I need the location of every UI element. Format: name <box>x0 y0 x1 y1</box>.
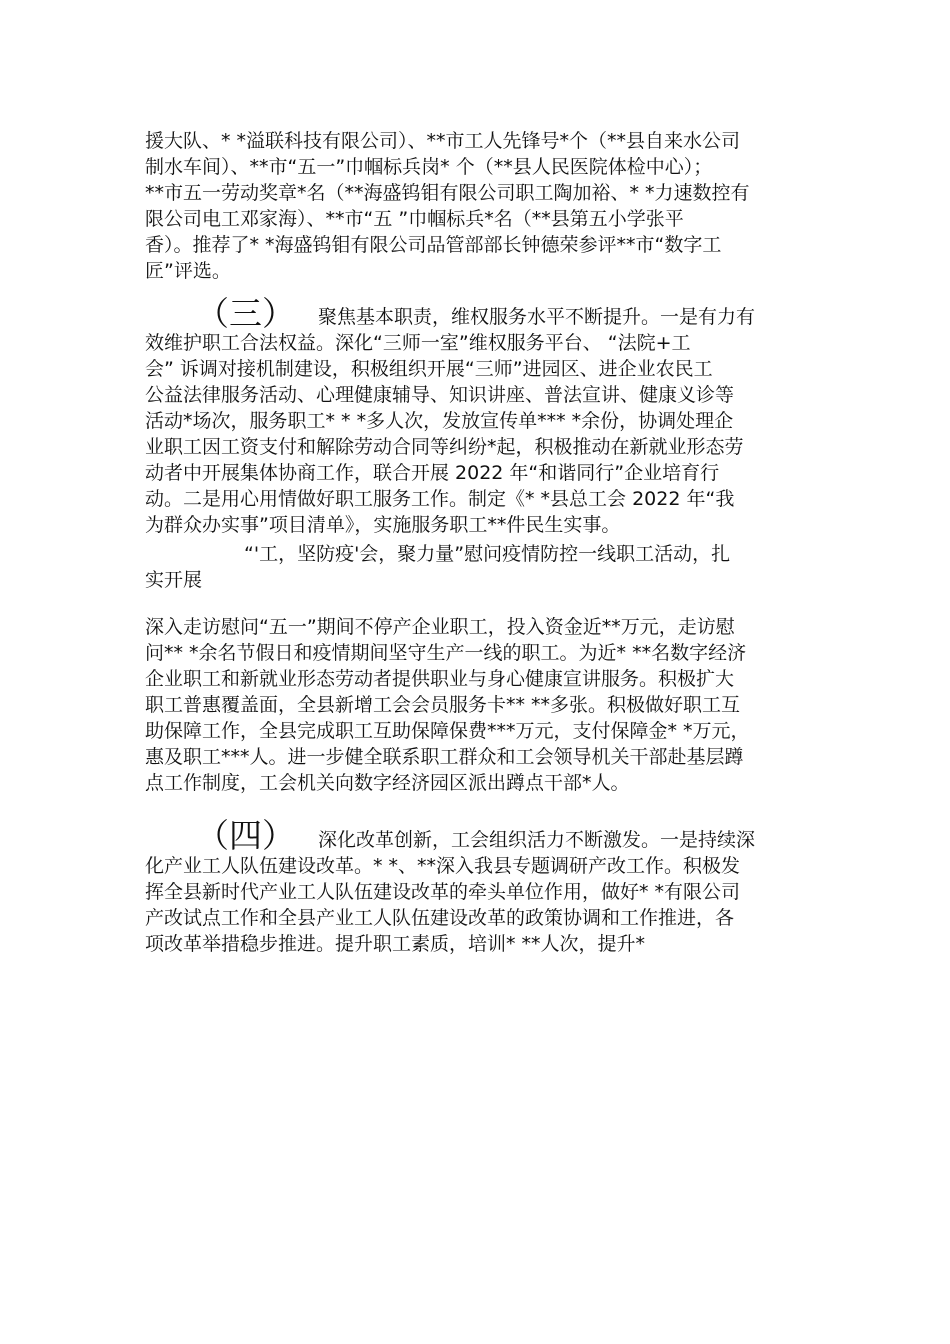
paragraph-line: 匠”评选。 <box>145 260 231 282</box>
paragraph-line: 助保障工作，全县完成职工互助保障保费***万元，支付保障金* *万元， <box>145 720 750 742</box>
paragraph-line: 实开展 <box>145 569 203 591</box>
paragraph-line: 公益法律服务活动、心理健康辅导、知识讲座、普法宣讲、健康义诊等 <box>145 384 735 406</box>
section-3-numeral: （三） <box>196 294 295 333</box>
paragraph-line: **市五一劳动奖章*名（**海盛钨钼有限公司职工陶加裕、* *力速数控有 <box>145 182 750 204</box>
section-4-numeral: （四） <box>196 816 295 855</box>
paragraph-line: 限公司电工邓家海）、**市“五 ”巾帼标兵*名（**县第五小学张平 <box>145 208 684 230</box>
paragraph-line: 惠及职工***人。进一步健全联系职工群众和工会领导机关干部赴基层蹲 <box>145 746 744 768</box>
paragraph-line: 香）。推荐了* *海盛钨钼有限公司品管部部长钟德荣参评**市“数字工 <box>145 234 722 256</box>
paragraph-line: 化产业工人队伍建设改革。* *、**深入我县专题调研产改工作。积极发 <box>145 855 741 877</box>
indented-line: “'工，坚防疫'会，聚力量”慰问疫情防控一线职工活动，扎 <box>244 543 731 565</box>
paragraph-line: 会” 诉调对接机制建设，积极组织开展“三师”进园区、进企业农民工 <box>145 358 713 380</box>
paragraph-line: 为群众办实事”项目清单》，实施服务职工**件民生实事。 <box>145 514 621 536</box>
section-3-first-line: 聚焦基本职责，维权服务水平不断提升。一是有力有 <box>318 306 756 328</box>
paragraph-line: 问** *余名节假日和疫情期间坚守生产一线的职工。为近* **名数字经济 <box>145 642 747 664</box>
paragraph-line: 制水车间）、**市“五一”巾帼标兵岗* 个（**县人民医院体检中心）； <box>145 156 713 178</box>
paragraph-line: 职工普惠覆盖面，全县新增工会会员服务卡** **多张。积极做好职工互 <box>145 694 741 716</box>
paragraph-line: 挥全县新时代产业工人队伍建设改革的牵头单位作用，做好* *有限公司 <box>145 881 741 903</box>
paragraph-line: 产改试点工作和全县产业工人队伍建设改革的政策协调和工作推进，各 <box>145 907 735 929</box>
section-4-first-line: 深化改革创新，工会组织活力不断激发。一是持续深 <box>318 829 756 851</box>
paragraph-line: 点工作制度，工会机关向数字经济园区派出蹲点干部*人。 <box>145 772 630 794</box>
paragraph-line: 企业职工和新就业形态劳动者提供职业与身心健康宣讲服务。积极扩大 <box>145 668 735 690</box>
paragraph-line: 深入走访慰问“五一”期间不停产企业职工，投入资金近**万元，走访慰 <box>145 616 735 638</box>
paragraph-line: 援大队、* *溢联科技有限公司）、**市工人先锋号*个（**县自来水公司 <box>145 130 741 152</box>
paragraph-line: 活动*场次，服务职工* * *多人次，发放宣传单*** *余份，协调处理企 <box>145 410 734 432</box>
paragraph-line: 业职工因工资支付和解除劳动合同等纠纷*起，积极推动在新就业形态劳 <box>145 436 744 458</box>
paragraph-line: 效维护职工合法权益。深化“三师一室”维权服务平台、 “法院+工 <box>145 332 691 354</box>
paragraph-line: 动者中开展集体协商工作，联合开展 2022 年“和谐同行”企业培育行 <box>145 462 720 484</box>
paragraph-line: 项改革举措稳步推进。提升职工素质，培训* **人次，提升* <box>145 933 646 955</box>
paragraph-line: 动。二是用心用情做好职工服务工作。制定《* *县总工会 2022 年“我 <box>145 488 735 510</box>
